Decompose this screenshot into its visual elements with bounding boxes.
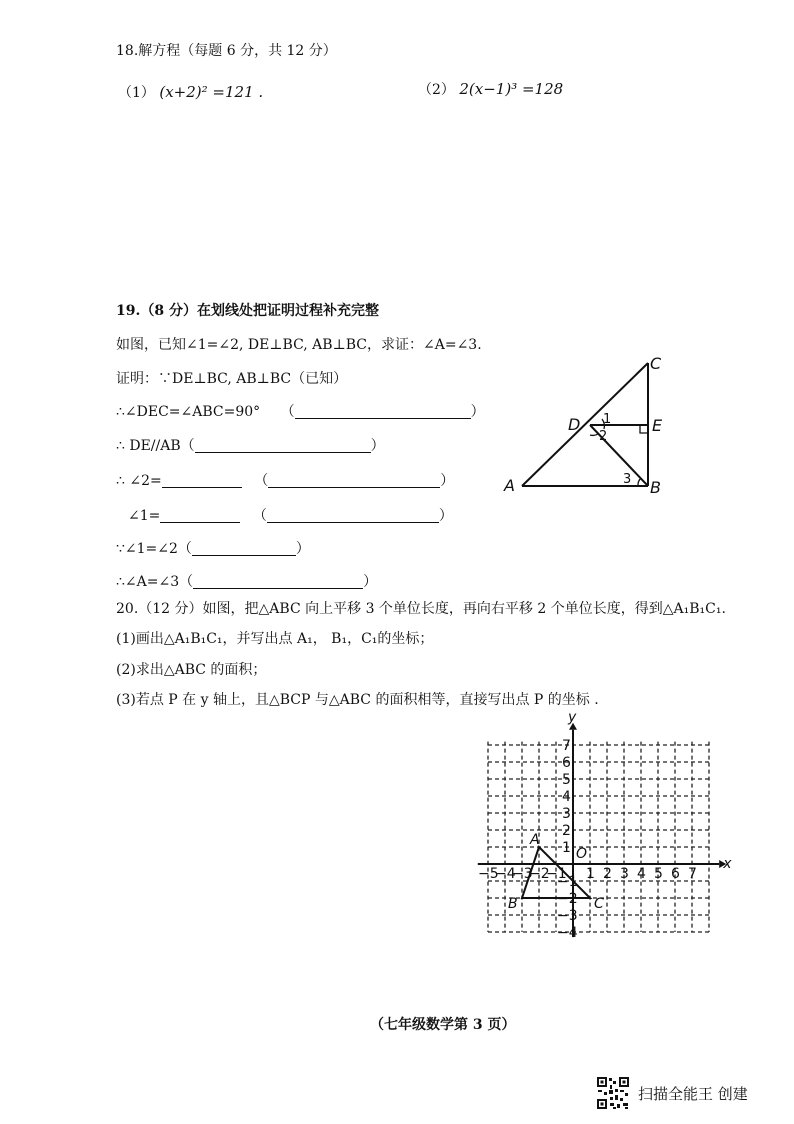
q19-line2-close: ）	[370, 438, 385, 454]
q18-part1	[118, 82, 263, 102]
y-tick-label: 1	[562, 840, 571, 856]
page-footer: （七年级数学第 3 页）	[370, 1017, 516, 1033]
q19-blank-3a[interactable]	[162, 473, 242, 488]
y-tick-label: 5	[562, 772, 571, 788]
q19-blank-3b[interactable]	[268, 473, 440, 488]
y-tick-label: −3	[557, 908, 578, 924]
q20-sub1: (1)画出△A₁B₁C₁，并写出点 A₁， B₁，C₁的坐标；	[116, 631, 434, 647]
label-c: C	[650, 354, 662, 373]
x-tick-label: 6	[671, 866, 680, 882]
angle-arc-3	[638, 478, 641, 486]
q19-line3-open: （	[254, 473, 269, 489]
label-b: B	[650, 478, 661, 497]
q19-line6-text: ∴∠A=∠3（	[116, 574, 194, 590]
x-tick-label: 5	[654, 866, 663, 882]
q19-blank-4a[interactable]	[160, 508, 240, 523]
q19-line1-text: ∴∠DEC=∠ABC=90°	[116, 404, 261, 420]
q19-blank-5[interactable]	[192, 541, 296, 556]
vertex-label-b: B	[508, 896, 518, 912]
q19-title: 19.（8 分）在划线处把证明过程补充完整	[116, 303, 379, 319]
vertex-label-a: A	[530, 832, 540, 848]
q19-line1	[116, 401, 485, 421]
y-tick-label: −1	[557, 874, 578, 890]
label-a: A	[504, 476, 515, 495]
label-d: D	[568, 415, 581, 434]
x-tick-label: 3	[620, 866, 629, 882]
q20-sub2: (2)求出△ABC 的面积；	[116, 662, 267, 678]
angle-label-1: 1	[603, 412, 612, 427]
q19-line4-text: ∠1=	[128, 508, 161, 524]
y-tick-label: 4	[562, 789, 571, 805]
q19-line3-close: ）	[440, 473, 455, 489]
origin-label: O	[576, 846, 588, 862]
q18-part1-label: （1）	[118, 85, 155, 101]
q19-line6-close: ）	[363, 574, 378, 590]
qr-code-icon	[596, 1076, 630, 1110]
q19-line3-text: ∴ ∠2=	[116, 473, 162, 489]
q19-line1-open: （	[280, 404, 295, 420]
q20-coordinate-grid	[470, 709, 732, 948]
y-tick-label: −4	[557, 925, 578, 941]
x-tick-label: −5	[478, 866, 499, 882]
q19-blank-6[interactable]	[193, 574, 363, 589]
y-tick-label: 2	[562, 823, 571, 839]
q20-sub3: (3)若点 P 在 y 轴上，且△BCP 与△ABC 的面积相等，直接写出点 P 的坐标 .	[116, 692, 599, 708]
q19-line5-close: ）	[295, 541, 310, 557]
y-axis-label: y	[568, 709, 577, 726]
scanner-watermark: 扫描全能王 创建	[638, 1085, 748, 1103]
x-tick-label: 2	[603, 866, 612, 882]
q19-line6	[116, 571, 377, 591]
right-angle-mark-e	[640, 425, 648, 433]
angle-arc-2	[590, 434, 598, 435]
q19-triangle-figure	[490, 345, 680, 505]
x-tick-label: −3	[512, 866, 533, 882]
x-tick-label: 4	[637, 866, 646, 882]
q19-line1-close: ）	[470, 404, 485, 420]
q19-line4-open: （	[252, 508, 267, 524]
q19-blank-1[interactable]	[295, 404, 471, 419]
x-tick-label: 7	[688, 866, 697, 882]
angle-label-3: 3	[623, 472, 632, 487]
angle-label-2: 2	[599, 429, 608, 444]
q19-line2	[116, 435, 385, 455]
vertex-label-c: C	[594, 896, 604, 912]
q19-line4-close: ）	[438, 508, 453, 524]
q19-line2-text: ∴ DE//AB（	[116, 438, 195, 454]
y-tick-label: 7	[562, 738, 571, 754]
q18-part2	[418, 79, 563, 99]
q19-line4	[128, 505, 453, 525]
q19-blank-2[interactable]	[195, 438, 371, 453]
q19-blank-4b[interactable]	[267, 508, 439, 523]
x-tick-label: −4	[495, 866, 516, 882]
y-tick-label: 3	[562, 806, 571, 822]
q18-part1-equation: (x+2)² =121 .	[159, 83, 264, 101]
q19-line3	[116, 470, 454, 490]
y-tick-label: −2	[557, 891, 578, 907]
x-tick-label: −2	[529, 866, 550, 882]
x-tick-label: 1	[586, 866, 595, 882]
x-tick-label: −1	[546, 866, 567, 882]
label-e: E	[652, 416, 663, 435]
q19-proof-head: 证明：∵DE⊥BC, AB⊥BC（已知）	[116, 371, 348, 387]
q19-line5-text: ∵∠1=∠2（	[116, 541, 192, 557]
q18-title: 18.解方程（每题 6 分，共 12 分）	[116, 43, 337, 59]
q20-title: 20.（12 分）如图，把△ABC 向上平移 3 个单位长度，再向右平移 2 个单位长度，得到△A₁B₁C₁.	[116, 601, 726, 617]
q19-given: 如图，已知∠1=∠2, DE⊥BC, AB⊥BC，求证：∠A=∠3.	[116, 337, 482, 353]
y-tick-label: 6	[562, 755, 571, 771]
q19-line5	[116, 538, 310, 558]
q18-part2-equation: 2(x−1)³ =128	[459, 80, 564, 98]
q18-part2-label: （2）	[418, 82, 455, 98]
x-axis-label: x	[723, 856, 732, 872]
